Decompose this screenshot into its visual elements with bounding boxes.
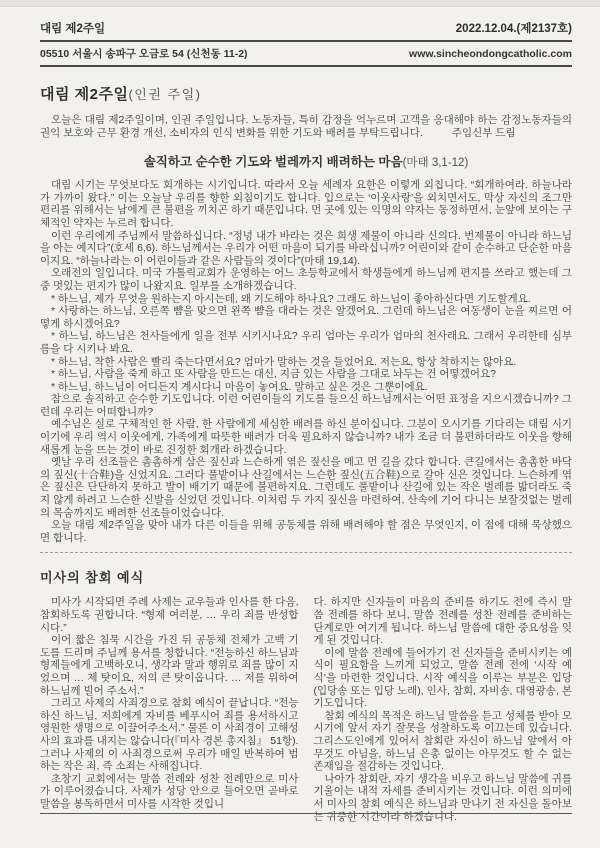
scan-top-band [0, 0, 600, 7]
homily-paragraph: 대림 시기는 무엇보다도 회개하는 시기입니다. 따라서 오늘 세례자 요한은 이렇게 외칩니다. “회개하여라. 하늘나라가 가까이 왔다.” 이는 오늘날 우리를 향한 외침이기도 합니다. 입으로는 ‘이웃사랑’을 외치면서도, 막상 자신의 조그만 편리를 위해서는 남에게 큰 불편을 끼치곤 하기 때문입니다. 먼 곳에 있는 익명의 약자는 동정하면서, 눈앞에 보이는 구체적인 약자는 누르려 합니다. [40, 179, 572, 229]
homily-paragraph: 오래전의 일입니다. 미국 가톨릭교회가 운영하는 어느 초등학교에서 학생들에게 하느님께 편지를 쓰라고 했는데 그중 멋있는 편지가 많이 나왔지요. 일부를 소개하겠습니다. [40, 267, 572, 292]
homily-paragraph: 이런 우리에게 주님께서 말씀하십니다. “정녕 내가 바라는 것은 희생 제물이 아니라 신의다. 번제물이 아니라 하느님을 아는 예지다”(호세 6,6). 하느님께서는 우리가 어떤 마음이 되기를 바라십니까? 어린이와 같이 순수하고 단순한 마음이지요. “하늘나라는 이 어린이들과 같은 사람들의 것이다”(마태 19,14). [40, 229, 572, 267]
penitential-paragraph-continued: 다. 하지만 신자들이 마음의 준비를 하기도 전에 즉시 말씀 전례를 하다 보니, 말씀 전례를 성찬 전례를 준비하는 단계로만 여기게 됩니다. 하느님 말씀에 대한 중요성을 잊게 된 것입니다. [313, 596, 572, 647]
homily-title [40, 152, 572, 170]
homily-letter-item: * 하느님, 사람을 죽게 하고 또 사람을 만드는 대신, 지금 있는 사람을 그대로 놔두는 건 어떻겠어요? [51, 368, 496, 381]
penitential-paragraph: 참회 예식의 목적은 하느님 말씀을 듣고 성체를 받아 모시기에 앞서 자기 잘못을 성찰하도록 이끄는데 있습니다. 그리스도인에게 있어서 참회란 자신이 하느님 앞에서 아무것도 아님을, 하느님 은총 없이는 아무것도 할 수 없는 존재임을 절감하는 것입니다. [313, 709, 572, 773]
homily-section [40, 152, 572, 544]
page-title [40, 83, 572, 104]
footer-rule [40, 813, 572, 814]
penitential-paragraph: 이어 짧은 침묵 시간을 가진 뒤 공동체 전체가 고백 기도를 드리며 주님께 용서를 청합니다. “전능하신 하느님과 형제들에게 고백하오니, 생각과 말과 행위로 죄를 많이 지었으며 … 제 탓이요, 저의 큰 탓이옵니다. … 저를 위하여 하느님께 빌어 주소서.” [40, 634, 299, 697]
homily-letter-item: * 하느님, 하느님은 천사들에게 일을 전부 시키시나요? 우리 엄마는 우리가 엄마의 천사래요. 그래서 우리한테 심부름을 다 시키나 봐요. [40, 330, 572, 355]
homily-letter-item: * 하느님, 제가 무엇을 원하는지 아시는데, 왜 기도해야 하나요? 그래도 하느님이 좋아하신다면 기도할게요. [51, 292, 531, 305]
penitential-paragraph: 초창기 교회에서는 말씀 전례와 성찬 전례만으로 미사가 이루어졌습니다. 사제가 성당 안으로 들어오면 곧바로 말씀을 봉독하면서 미사를 시작한 것입니 [40, 772, 299, 810]
masthead-date-issue: 2022.12.04.(제2137호) [455, 23, 572, 35]
masthead-website: www.sincheondongcatholic.com [409, 47, 572, 60]
penitential-section [40, 567, 572, 823]
penitential-paragraph: 이에 말씀 전례에 들어가기 전 신자들을 준비시키는 예식이 필요함을 느끼게 되었고, 말씀 전례 전에 ‘시작 예식’을 마련한 것입니다. 시작 예식을 이루는 부분은 입당(입당송 또는 입당 노래), 인사, 참회, 자비송, 대영광송, 본기도입니다. [313, 646, 572, 710]
masthead-rule-bottom [40, 65, 572, 67]
penitential-title: 미사의 참회 예식 [40, 570, 145, 586]
homily-title-reference: (마태 3,1-12) [402, 157, 469, 170]
homily-letter-item: * 하느님, 착한 사람은 빨리 죽는다면서요? 엄마가 말하는 것을 들었어요. 저는요, 항상 착하지는 않아요. [51, 355, 517, 368]
penitential-columns [40, 596, 572, 823]
penitential-paragraph: 미사가 시작되면 주례 사제는 교우들과 인사를 한 다음, 참회하도록 권합니다. “형제 여러분, … 우리 죄를 반성합시다.” [40, 596, 299, 634]
homily-paragraph: 예수님은 실로 구체적인 한 사람, 한 사람에게 세심한 배려를 하신 분이십니다. 그분이 오시기를 기다리는 대림 시기이기에 우리 역시 이웃에게, 가족에게 따뜻한 배려가 더욱 필요하지 않습니까? 내가 조금 더 불편하더라도 이웃을 향해 새롭게 눈을 뜨는 것이 바로 진정한 회개라 하겠습니다. [40, 418, 572, 456]
page-title-suffix: (인권 주일) [128, 87, 202, 102]
penitential-right-column [314, 596, 573, 823]
masthead-row-1 [40, 20, 572, 40]
signature: 주임신부 드림 [451, 126, 516, 139]
masthead-row-2 [40, 42, 572, 65]
masthead-address: 05510 서울시 송파구 오금로 54 (신천동 11-2) [40, 48, 248, 60]
intro-section [40, 83, 572, 139]
penitential-paragraph: 나아가 참회란, 자기 생각을 비우고 하느님 말씀에 귀를 기울이는 내적 자세를 준비시키는 것입니다. 이런 의미에서 미사의 참회 예식은 하느님과 만나기 전 자신을 돌아보는 귀중한 시간이라 하겠습니다. [313, 772, 572, 823]
intro-paragraph [40, 114, 572, 139]
penitential-paragraph: 그리고 사제의 사죄경으로 참회 예식이 끝납니다. “전능하신 하느님, 저희에게 자비를 베푸시어 죄를 용서하시고 영원한 생명으로 이끌어주소서.” 물론 이 사죄경이 고해성사의 효과를 내지는 않습니다(『미사 경본 총지침』 51항). 그러나 사제의 이 사죄경으로써 우리가 매일 반복하여 범하는 작은 죄, 즉 소죄는 사해집니다. [40, 697, 299, 773]
penitential-left-column [40, 596, 299, 823]
homily-paragraph: 옛날 우리 선조들은 촘촘하게 삼은 짚신과 느슨하게 엮은 짚신을 메고 먼 길을 갔다 합니다. 큰길에서는 촘촘한 바닥의 짚신(十合鞋)을 신었지요. 그러다 풀밭이나 산길에서는 느슨한 짚신(五合鞋)으로 갈아 신은 것입니다. 느슨하게 엮은 짚신은 단단하지 못하고 발이 배기기 때문에 불편하지요. 그런데도 풀밭이나 산길에 있는 작은 벌레를 밟더라도 죽지 않게 하려고 느슨한 신발을 신었던 것입니다. 이처럼 두 가지 짚신을 마련하여, 산속에 기어 다니는 보잘것없는 벌레의 목숨까지도 배려한 선조들이었습니다. [40, 456, 572, 519]
masthead-title: 대림 제2주일 [40, 23, 106, 35]
homily-letter-item: * 하느님, 하느님이 어디든지 계시다니 마음이 놓여요. 말하고 싶은 것은 그뿐이에요. [51, 380, 428, 393]
intro-text: 오늘은 대림 제2주일이며, 인권 주일입니다. 노동자들, 특히 감정을 억누르며 고객을 응대해야 하는 감정노동자들의 권익 보호와 근무 환경 개선, 소비자의 인식 변화를 위한 기도와 배려를 부탁드립니다. [40, 114, 572, 139]
masthead [40, 7, 572, 67]
page-title-main: 대림 제2주일 [40, 86, 129, 103]
homily-title-main: 솔직하고 순수한 기도와 벌레까지 배려하는 마음 [143, 155, 403, 170]
homily-letter-item: * 사랑하는 하느님, 오른쪽 뺨을 맞으면 왼쪽 뺨을 대라는 것은 알겠어요. 그런데 하느님은 여동생이 눈을 찌르면 어떻게 하시겠어요? [40, 305, 572, 330]
homily-paragraph: 참으로 솔직하고 순수한 기도입니다. 이런 어린이들의 기도를 들으신 하느님께서는 어떤 표정을 지으시겠습니까? 그런데 우리는 어떠합니까? [40, 393, 572, 418]
homily-paragraph: 오늘 대림 제2주일을 맞아 내가 다른 이들을 위해 공동체를 위해 배려해야 할 점은 무엇인지, 이 점에 대해 묵상했으면 합니다. [40, 519, 572, 544]
section-divider [40, 552, 572, 553]
